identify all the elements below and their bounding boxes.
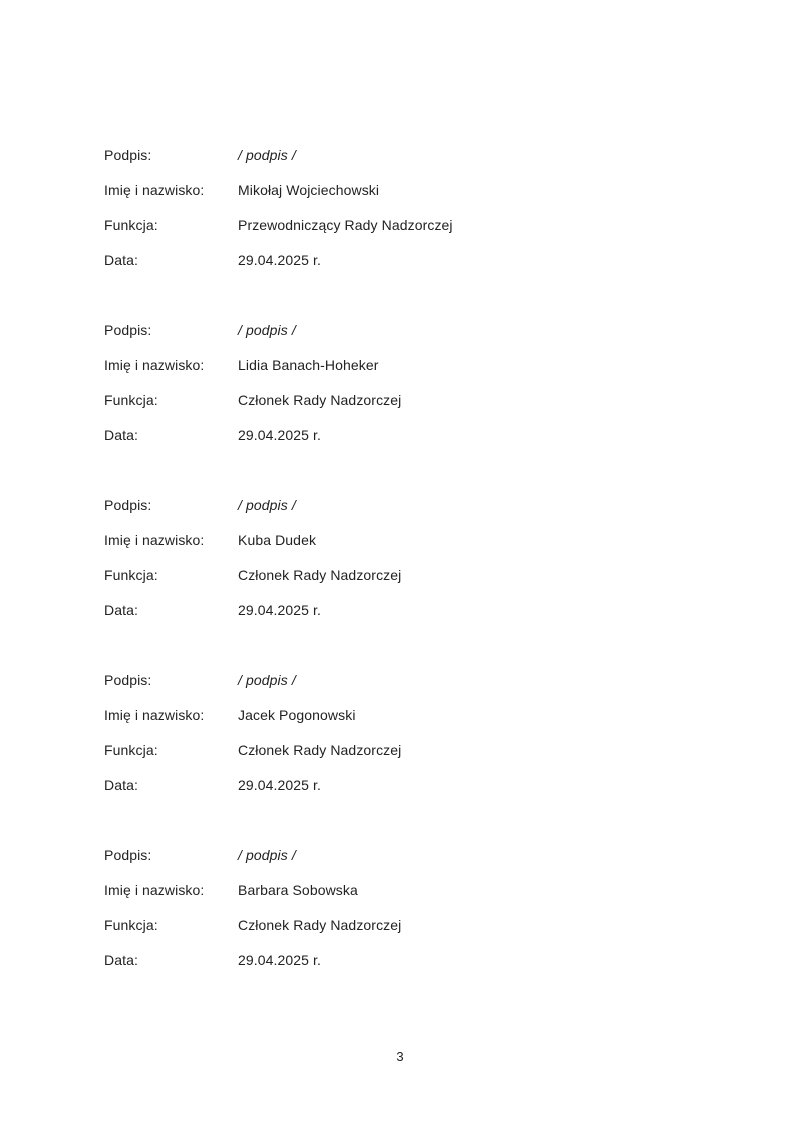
signature-block — [104, 496, 740, 636]
signature-row-name — [104, 356, 740, 391]
signature-row-podpis — [104, 846, 740, 881]
signature-row-podpis — [104, 496, 740, 531]
signature-row-name — [104, 706, 740, 741]
date-label: Data: — [104, 777, 138, 793]
function-label: Funkcja: — [104, 917, 158, 933]
podpis-label: Podpis: — [104, 672, 152, 688]
podpis-value: / podpis / — [238, 847, 296, 863]
date-label: Data: — [104, 602, 138, 618]
date-value: 29.04.2025 r. — [238, 602, 322, 618]
signature-section — [104, 146, 740, 1021]
page-number: 3 — [396, 1049, 404, 1064]
signature-row-date — [104, 426, 740, 461]
function-value: Przewodniczący Rady Nadzorczej — [238, 217, 453, 233]
podpis-value: / podpis / — [238, 497, 296, 513]
podpis-value: / podpis / — [238, 147, 296, 163]
signature-row-podpis — [104, 671, 740, 706]
signature-row-function — [104, 391, 740, 426]
name-value: Kuba Dudek — [238, 532, 317, 548]
signature-row-date — [104, 951, 740, 986]
name-label: Imię i nazwisko: — [104, 532, 205, 548]
function-label: Funkcja: — [104, 567, 158, 583]
podpis-value: / podpis / — [238, 322, 296, 338]
signature-block — [104, 321, 740, 461]
name-label: Imię i nazwisko: — [104, 882, 205, 898]
signature-row-name — [104, 181, 740, 216]
signature-block — [104, 846, 740, 986]
date-label: Data: — [104, 252, 138, 268]
signature-block — [104, 671, 740, 811]
signature-row-date — [104, 601, 740, 636]
signature-block — [104, 146, 740, 286]
date-label: Data: — [104, 952, 138, 968]
function-label: Funkcja: — [104, 742, 158, 758]
podpis-label: Podpis: — [104, 322, 152, 338]
date-value: 29.04.2025 r. — [238, 427, 322, 443]
signature-row-function — [104, 916, 740, 951]
function-label: Funkcja: — [104, 217, 158, 233]
function-value: Członek Rady Nadzorczej — [238, 742, 402, 758]
name-value: Jacek Pogonowski — [238, 707, 356, 723]
podpis-label: Podpis: — [104, 497, 152, 513]
signature-row-function — [104, 741, 740, 776]
podpis-label: Podpis: — [104, 847, 152, 863]
signature-row-function — [104, 566, 740, 601]
podpis-label: Podpis: — [104, 147, 152, 163]
name-value: Mikołaj Wojciechowski — [238, 182, 380, 198]
function-label: Funkcja: — [104, 392, 158, 408]
function-value: Członek Rady Nadzorczej — [238, 567, 402, 583]
name-label: Imię i nazwisko: — [104, 182, 205, 198]
date-value: 29.04.2025 r. — [238, 952, 322, 968]
signature-row-date — [104, 251, 740, 286]
signature-row-name — [104, 531, 740, 566]
function-value: Członek Rady Nadzorczej — [238, 917, 402, 933]
podpis-value: / podpis / — [238, 672, 296, 688]
name-value: Barbara Sobowska — [238, 882, 358, 898]
signature-row-podpis — [104, 321, 740, 356]
signature-row-name — [104, 881, 740, 916]
signature-row-function — [104, 216, 740, 251]
signature-row-podpis — [104, 146, 740, 181]
signature-row-date — [104, 776, 740, 811]
date-label: Data: — [104, 427, 138, 443]
date-value: 29.04.2025 r. — [238, 777, 322, 793]
name-label: Imię i nazwisko: — [104, 357, 205, 373]
date-value: 29.04.2025 r. — [238, 252, 322, 268]
name-value: Lidia Banach-Hoheker — [238, 357, 379, 373]
function-value: Członek Rady Nadzorczej — [238, 392, 402, 408]
name-label: Imię i nazwisko: — [104, 707, 205, 723]
